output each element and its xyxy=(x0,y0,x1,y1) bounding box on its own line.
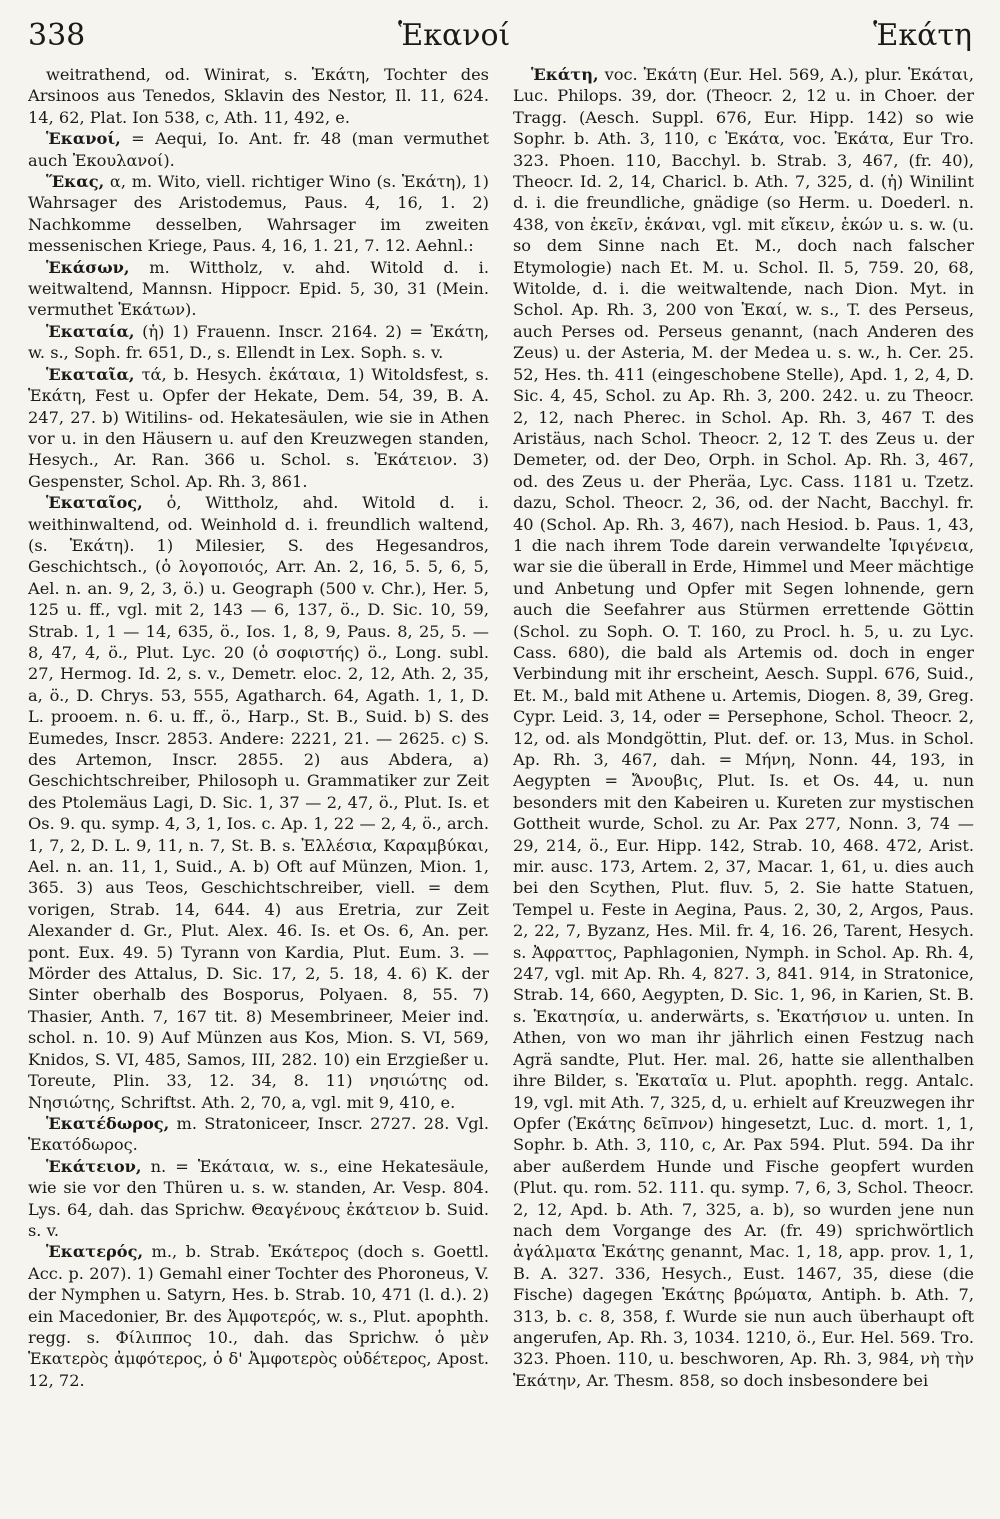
page-number: 338 xyxy=(28,18,86,53)
entry-lemma: Ἑκαταῖα, xyxy=(46,364,135,384)
entry-lemma: Ἑκάτη, xyxy=(531,65,599,84)
dictionary-entry xyxy=(28,492,489,1113)
dictionary-entry xyxy=(28,364,489,492)
entry-lemma: Ἑκαταία, xyxy=(46,321,135,341)
dictionary-entry xyxy=(513,64,974,1391)
entry-text: voc. Ἑκάτη (Eur. Hel. 569, A.), plur. Ἑκάται, Luc. Philops. 39, dor. (Theocr. 2, 12 u. in Choer. der Tragg. (Aesch. Suppl. 676, Eur. Hipp. 142) so wie Sophr. b. Ath. 3, 110, c Ἑκάτα, voc. Ἑκάτα, Eur Tro. 323. Phoen. 110, Bacchyl. b. Strab. 3, 467, (fr. 40), Theocr. Id. 2, 14, Charicl. b. Ath. 7, 325, d. (ἡ) Winilint d. i. die freundliche, gnädige (so Herm. u. Doederl. n. 438, von ἑκεῖν, ἑκάναι, vgl. mit εἴκειν, ἑκών u. s. w. (u. so dem Sinne nach Et. M., doch nach falscher Etymologie) nach Et. M. u. Schol. Il. 5, 759. 20, 68, Witolde, d. i. die weitwaltende, nach Dion. Myt. in Schol. Ap. Rh. 3, 200 von Ἑκαί, w. s., T. des Perseus, auch Perses od. Perseus genannt, (nach Anderen des Zeus) u. der Asteria, M. der Medea u. s. w., h. Cer. 25. 52, Hes. th. 411 (eingeschobene Stelle), Apd. 1, 2, 4, D. Sic. 4, 45, Schol. zu Ap. Rh. 3, 200. 242. u. zu Theocr. 2, 12, nach Pherec. in Schol. Ap. Rh. 3, 467 T. des Aristäus, nach Schol. Theocr. 2, 12 T. des Zeus u. der Demeter, od. der Deo, Orph. in Schol. Ap. Rh. 3, 467, od. des Zeus u. der Pheräa, Lyc. Cass. 1181 u. Tzetz. dazu, Schol. Theocr. 2, 36, od. der Nacht, Bacchyl. fr. 40 (Schol. Ap. Rh. 3, 467), nach Hesiod. b. Paus. 1, 43, 1 die nach ihrem Tode darein verwandelte Ἰφιγένεια, war sie die überall in Erde, Himmel und Meer mächtige und Anbetung und Opfer mit Segen lohnende, gern auch die Seefahrer aus Stürmen errettende Göttin (Schol. zu Soph. O. T. 160, zu Procl. h. 5, u. zu Lyc. Cass. 680), die bald als Artemis od. doch in enger Verbindung mit ihr erscheint, Aesch. Suppl. 676, Suid., Et. M., bald mit Athene u. Artemis, Diogen. 8, 39, Greg. Cypr. Leid. 3, 14, oder = Persephone, Schol. Theocr. 2, 12, od. als Mondgöttin, Plut. def. or. 13, Mus. in Schol. Ap. Rh. 3, 467, dah. = Μήνη, Nonn. 44, 193, in Aegypten = Ἄνουβις, Plut. Is. et Os. 44, u. nun besonders mit den Kabeiren u. Kureten zur mystischen Gottheit wurde, Schol. zu Ar. Pax 277, Nonn. 3, 74 — 29, 214, ö., Eur. Hipp. 142, Strab. 10, 468. 472, Arist. mir. ausc. 173, Artem. 2, 37, Macar. 1, 61, u. dies auch bei den Scythen, Plut. fluv. 5, 2. Sie hatte Statuen, Tempel u. Feste in Aegina, Paus. 2, 30, 2, Argos, Paus. 2, 22, 7, Byzanz, Hes. Mil. fr. 4, 16. 26, Tarent, Hesych. s. Ἀφραττος, Paphlagonien, Nymph. in Schol. Ap. Rh. 4, 247, vgl. mit Ap. Rh. 4, 827. 3, 841. 914, in Stratonice, Strab. 14, 660, Aegypten, D. Sic. 1, 96, in Karien, St. B. s. Ἑκατησία, u. anderwärts, s. Ἑκατήσιον u. unten. In Athen, von wo man ihr jährlich einen Festzug nach Agrä sandte, Plut. Her. mal. 26, hatte sie allenthalben ihre Bilder, s. Ἑκαταῖα u. Plut. apophth. regg. Antalc. 19, vgl. mit Ath. 7, 325, d, u. erhielt auf Kreuzwegen ihr Opfer (Ἑκάτης δεῖπνον) hingesetzt, Luc. d. mort. 1, 1, Sophr. b. Ath. 3, 110, c, Ar. Pax 594. Plut. 594. Da ihr aber außerdem Hunde und Fische geopfert wurden (Plut. qu. rom. 52. 111. qu. symp. 7, 6, 3, Schol. Theocr. 2, 12, Apd. b. Ath. 7, 325, a. b), so wurden jene nun nach dem Vorgange des Ar. (fr. 49) sprichwörtlich ἀγάλματα Ἑκάτης genannt, Mac. 1, 18, app. prov. 1, 1, B. A. 327. 336, Hesych., Eust. 1467, 35, diese (die Fische) dagegen Ἑκάτης βρώματα, Antiph. b. Ath. 7, 313, b. c. 8, 358, f. Wurde sie nun auch überhaupt oft angerufen, Ap. Rh. 3, 1034. 1210, ö., Eur. Hel. 569. Tro. 323. Phoen. 110, u. beschworen, Ap. Rh. 3, 984, νὴ τὴν Ἑκάτην, Ar. Thesm. 858, so doch insbesondere bei xyxy=(513,65,974,1390)
entry-lemma: Ἑκατέδωρος, xyxy=(46,1113,170,1133)
dictionary-entry xyxy=(28,64,489,128)
dictionary-entry xyxy=(28,128,489,171)
page-header xyxy=(28,18,972,62)
dictionary-entry xyxy=(28,257,489,321)
entry-text: weitrathend, od. Winirat, s. Ἑκάτη, Tochter des Arsinoos aus Tenedos, Sklavin des Nestor, Il. 11, 624. 14, 62, Plat. Ion 538, c, Ath. 11, 492, e. xyxy=(28,65,489,127)
dictionary-entry xyxy=(28,171,489,257)
entry-text: α, m. Wito, viell. richtiger Wino (s. Ἑκάτη), 1) Wahrsager des Aristodemus, Paus. 4, 16, 1. 2) Nachkomme desselben, Wahrsager im zweiten messenischen Kriege, Paus. 4, 16, 1. 21, 7. 12. Aehnl.: xyxy=(28,172,489,256)
running-head-left: Ἑκανοί xyxy=(398,18,511,53)
entry-text: m. Wittholz, v. ahd. Witold d. i. weitwaltend, Mannsn. Hippocr. Epid. 5, 30, 31 (Mein. vermuthet Ἑκάτων). xyxy=(28,257,489,320)
running-head-right: Ἑκάτη xyxy=(873,18,972,53)
entry-text: m., b. Strab. Ἑκάτερος (doch s. Goettl. Acc. p. 207). 1) Gemahl einer Tochter des Phoroneus, V. der Nymphen u. Satyrn, Hes. b. Strab. 10, 471 (l. d.). 2) ein Macedonier, Br. des Ἀμφοτερός, w. s., Plut. apophth. regg. s. Φίλιππος 10., dah. das Sprichw. ὁ μὲν Ἑκατερὸς ἀμφότερος, ὁ δ' Ἀμφοτερὸς οὐδέτερος, Apost. 12, 72. xyxy=(28,1242,489,1390)
entry-lemma: Ἕκας, xyxy=(46,172,105,192)
dictionary-entry xyxy=(28,1156,489,1242)
right-column xyxy=(513,64,974,1508)
entry-text: τά, b. Hesych. ἑκάταια, 1) Witoldsfest, s. Ἑκάτη, Fest u. Opfer der Hekate, Dem. 54, 39, B. A. 247, 27. b) Witilins- od. Hekatesäulen, wie sie in Athen vor u. in den Häusern u. auf den Kreuzwegen standen, Hesych., Ar. Ran. 366 u. Schol. s. Ἑκάτειον. 3) Gespenster, Schol. Ap. Rh. 3, 861. xyxy=(28,364,489,491)
entry-text: = Aequi, Io. Ant. fr. 48 (man vermuthet auch Ἐκουλανοί). xyxy=(28,129,489,170)
entry-text: (ἡ) 1) Frauenn. Inscr. 2164. 2) = Ἑκάτη, w. s., Soph. fr. 651, D., s. Ellendt in Lex. Soph. s. v. xyxy=(28,321,489,363)
entry-text: m. Stratoniceer, Inscr. 2727. 28. Vgl. Ἑκατόδωρος. xyxy=(28,1113,489,1155)
text-columns xyxy=(28,64,974,1508)
entry-lemma: Ἑκάτειον, xyxy=(46,1156,142,1176)
entry-lemma: Ἑκατερός, xyxy=(46,1242,144,1262)
entry-lemma: Ἑκαταῖος, xyxy=(46,493,143,513)
entry-lemma: Ἑκανοί, xyxy=(46,129,121,149)
left-column xyxy=(28,64,489,1508)
entry-lemma: Ἑκάσων, xyxy=(46,257,130,277)
entry-text: ὁ, Wittholz, ahd. Witold d. i. weithinwaltend, od. Weinhold d. i. freundlich waltend, (s. Ἑκάτη). 1) Milesier, S. des Hegesandros, Geschichtsch., (ὁ λογοποιός, Arr. An. 2, 16, 5. 5, 6, 5, Ael. n. an. 9, 2, 3, ö.) u. Geograph (500 v. Chr.), Her. 5, 125 u. ff., vgl. mit 2, 143 — 6, 137, ö., D. Sic. 10, 59, Strab. 1, 1 — 14, 635, ö., Ios. 1, 8, 9, Paus. 8, 25, 5. — 8, 47, 4, ö., Plut. Lyc. 20 (ὁ σοφιστής) ö., Long. subl. 27, Hermog. Id. 2, s. v., Demetr. eloc. 2, 12, Ath. 2, 35, a, ö., D. Chrys. 53, 555, Agatharch. 64, Agath. 1, 1, D. L. prooem. n. 6. u. ff., ö., Harp., St. B., Suid. b) S. des Eumedes, Inscr. 2853. Andere: 2221, 21. — 2625. c) S. des Artemon, Inscr. 2855. 2) aus Abdera, a) Geschichtschreiber, Philosoph u. Grammatiker zur Zeit des Ptolemäus Lagi, D. Sic. 1, 37 — 2, 47, ö., Plut. Is. et Os. 9. qu. symp. 4, 3, 1, Ios. c. Ap. 1, 22 — 2, 4, ö., arch. 1, 7, 2, D. L. 9, 11, n. 7, St. B. s. Ἐλλέσια, Καραμβύκαι, Ael. n. an. 11, 1, Suid., A. b) Oft auf Münzen, Mion. 1, 365. 3) aus Teos, Geschichtschreiber, viell. = dem vorigen, Strab. 14, 644. 4) aus Eretria, zur Zeit Alexander d. Gr., Plut. Alex. 46. Is. et Os. 6, An. per. pont. Eux. 49. 5) Tyrann von Kardia, Plut. Eum. 3. — Mörder des Attalus, D. Sic. 17, 2, 5. 18, 4. 6) K. der Sinter oberhalb des Bosporus, Polyaen. 8, 55. 7) Thasier, Anth. 7, 167 tit. 8) Mesembrineer, Meier ind. schol. n. 10. 9) Auf Münzen aus Kos, Mion. S. VI, 569, Knidos, S. VI, 485, Samos, III, 282. 10) ein Erzgießer u. Toreute, Plin. 33, 12. 34, 8. 11) νησιώτης od. Νησιώτης, Schriftst. Ath. 2, 70, a, vgl. mit 9, 410, e. xyxy=(28,493,489,1112)
dictionary-entry xyxy=(28,321,489,364)
entry-text: n. = Ἑκάταια, w. s., eine Hekatesäule, wie sie vor den Thüren u. s. w. standen, Ar. Vesp. 804. Lys. 64, dah. das Sprichw. Θεαγένους ἑκάτειον b. Suid. s. v. xyxy=(28,1156,489,1240)
dictionary-entry xyxy=(28,1241,489,1391)
dictionary-entry xyxy=(28,1113,489,1156)
